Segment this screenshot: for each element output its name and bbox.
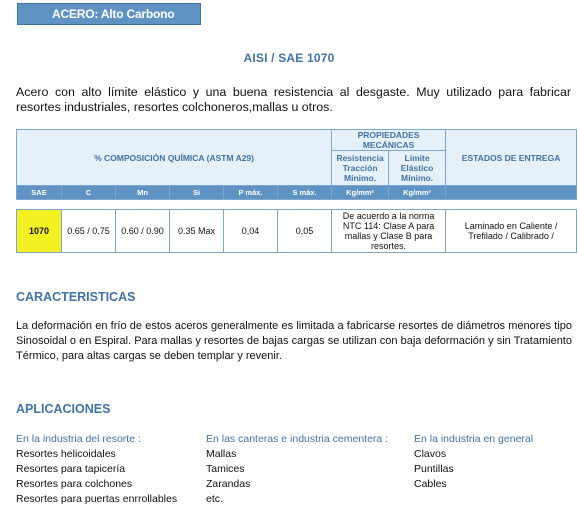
list-item: Tamices: [206, 463, 245, 475]
si-value: 0.35 Max: [170, 210, 224, 253]
applications-column-quarry: [206, 432, 388, 507]
col-sae: SAE: [17, 186, 62, 200]
intro-paragraph: Acero con alto límite elástico y una buena resistencia al desgaste. Muy utilizado para fabricar resortes industriales, resortes colchoneros,mallas u otros.: [16, 85, 571, 114]
characteristics-title: CARACTERISTICAS: [16, 290, 136, 304]
list-item: Resortes para puertas enrrollables: [16, 493, 178, 505]
composition-header: % COMPOSICIÓN QUÍMICA (ASTM A29): [17, 130, 332, 186]
unit-tensile: Kg/mm²: [332, 186, 389, 200]
list-item: Mallas: [206, 448, 237, 460]
list-item: Cables: [414, 478, 447, 490]
column-heading: En la industria del resorte :: [16, 433, 141, 445]
column-heading: En las canteras e industria cementera :: [206, 433, 389, 445]
mn-value: 0.60 / 0.90: [116, 210, 170, 253]
applications-column-spring: [16, 432, 177, 507]
col-si: Si: [170, 186, 224, 200]
col-c: C: [62, 186, 116, 200]
c-value: 0.65 / 0.75: [62, 210, 116, 253]
list-item: Resortes helicoidales: [16, 448, 116, 460]
specification-table: [16, 129, 577, 253]
list-item: Clavos: [414, 448, 447, 460]
tensile-header: Resistencia Tracción Mínimo.: [332, 151, 389, 186]
list-item: Puntillas: [414, 463, 454, 475]
mechanical-value: De acuerdo a la norma NTC 114: Clase A para mallas y Clase B para resortes.: [332, 210, 446, 253]
col-s: S máx.: [278, 186, 332, 200]
column-heading: En la industria en general: [414, 433, 534, 445]
table-gap: [17, 200, 577, 210]
list-item: etc.: [206, 493, 223, 505]
elastic-header: Límite Elástico Mínimo.: [389, 151, 446, 186]
delivery-value: Laminado en Caliente / Trefilado / Calibrado /: [446, 210, 577, 253]
applications-column-general: [414, 432, 533, 492]
unit-elastic: Kg/mm²: [389, 186, 446, 200]
characteristics-text: La deformación en frío de estos aceros generalmente es limitada a fabricarse resortes de diámetros menores tipo Sinosoidal o en Espiral. Para mallas y resortes de bajas cargas se utilizan con baja deformación y sin Tratamiento Térmico, para altas cargas se deben templar y revenir.: [16, 320, 572, 362]
list-item: Zarandas: [206, 478, 251, 490]
list-item: Resortes para colchones: [16, 478, 133, 490]
delivery-unit-cell: [446, 186, 577, 200]
p-value: 0,04: [224, 210, 278, 253]
mechanical-header: PROPIEDADES MECÁNICAS: [332, 130, 446, 151]
grade-subtitle: AISI / SAE 1070: [243, 51, 335, 65]
header-title: ACERO: Alto Carbono: [52, 7, 175, 21]
col-mn: Mn: [116, 186, 170, 200]
list-item: Resortes para tapicería: [16, 463, 126, 475]
sae-value: 1070: [17, 210, 62, 253]
s-value: 0,05: [278, 210, 332, 253]
header-bar: [17, 3, 201, 25]
delivery-header: ESTADOS DE ENTREGA: [446, 130, 577, 186]
applications-title: APLICACIONES: [16, 402, 111, 416]
col-p: P máx.: [224, 186, 278, 200]
